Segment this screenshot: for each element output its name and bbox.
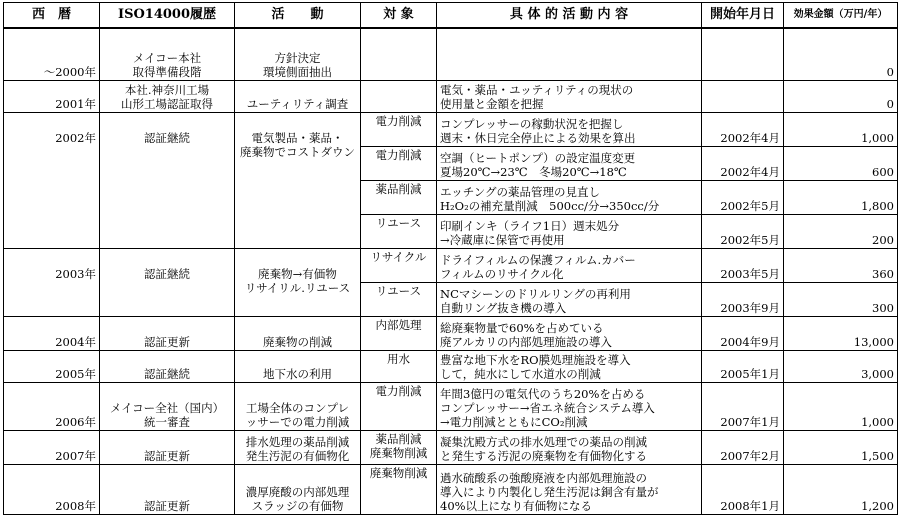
effect-amount-cell: 1,000 bbox=[784, 382, 898, 430]
activity-cell bbox=[235, 350, 361, 382]
target-cell bbox=[361, 282, 437, 316]
year-cell: 2001年 bbox=[4, 80, 100, 112]
target-cell bbox=[361, 112, 437, 146]
detail-cell bbox=[437, 180, 702, 214]
target-line: 用水 bbox=[387, 351, 410, 366]
activity-line: ッサーでの電力削減 bbox=[245, 414, 350, 429]
activity-cell bbox=[235, 316, 361, 350]
detail-line: と発生する汚泥の廃棄物を有価物化する bbox=[440, 448, 647, 463]
detail-cell bbox=[437, 382, 702, 430]
target-cell bbox=[361, 214, 437, 248]
detail-line: H₂O₂の補充量削減 500cc/分→350cc/分 bbox=[440, 198, 660, 213]
table-row bbox=[4, 248, 898, 282]
target-line: 電力削減 bbox=[375, 147, 422, 162]
detail-cell bbox=[437, 248, 702, 282]
target-cell bbox=[361, 28, 437, 80]
year-cell: 2002年 bbox=[4, 112, 100, 248]
activity-cell bbox=[235, 430, 361, 464]
effect-amount-cell: 0 bbox=[784, 80, 898, 112]
iso-history-line: 認証継続 bbox=[144, 366, 190, 381]
iso-history-cell bbox=[100, 382, 235, 430]
detail-line: 週末・休日完全停止による効果を算出 bbox=[440, 130, 636, 145]
activity-line: 濃厚廃酸の内部処理 bbox=[245, 484, 350, 499]
detail-line: 印刷インキ（ライフ1日）週末処分 bbox=[440, 218, 620, 233]
effect-amount-cell: 600 bbox=[784, 146, 898, 180]
target-line: リサイクル bbox=[370, 249, 427, 264]
target-cell bbox=[361, 80, 437, 112]
iso-history-line: 統一審査 bbox=[144, 414, 190, 429]
header-year: 西 暦 bbox=[4, 3, 100, 29]
effect-amount-cell: 200 bbox=[784, 214, 898, 248]
header-row bbox=[4, 3, 898, 29]
activity-line: 廃棄物でコストダウン bbox=[240, 144, 355, 159]
iso-history-line: 認証更新 bbox=[144, 334, 190, 349]
iso-history-cell bbox=[100, 316, 235, 350]
table-row bbox=[4, 80, 898, 112]
effect-amount-cell: 360 bbox=[784, 248, 898, 282]
year-cell: 2003年 bbox=[4, 248, 100, 316]
iso-history-cell bbox=[100, 464, 235, 514]
activity-line: 廃棄物の削減 bbox=[263, 334, 332, 349]
effect-amount-cell: 1,500 bbox=[784, 430, 898, 464]
iso-history-cell bbox=[100, 28, 235, 80]
detail-line: →冷蔵庫に保管で再使用 bbox=[440, 232, 565, 247]
target-line: リユース bbox=[375, 215, 422, 230]
year-cell: 2005年 bbox=[4, 350, 100, 382]
detail-line: 40%以上になり有価物になる bbox=[440, 498, 593, 513]
activity-line: リサイリル.リユース bbox=[244, 280, 351, 295]
activity-line: 工場全体のコンプレ bbox=[245, 400, 350, 415]
detail-cell bbox=[437, 112, 702, 146]
activity-line: スラッジの有価物 bbox=[251, 498, 344, 513]
start-date-cell: 2008年1月 bbox=[702, 464, 784, 514]
target-cell bbox=[361, 146, 437, 180]
start-date-cell: 2005年1月 bbox=[702, 350, 784, 382]
target-line: 薬品削減 bbox=[375, 431, 422, 446]
effect-amount-cell: 1,000 bbox=[784, 112, 898, 146]
iso-history-cell bbox=[100, 112, 235, 248]
start-date-cell: 2002年4月 bbox=[702, 112, 784, 146]
start-date-cell: 2004年9月 bbox=[702, 316, 784, 350]
detail-cell bbox=[437, 282, 702, 316]
table-row bbox=[4, 316, 898, 350]
target-line: 電力削減 bbox=[375, 113, 422, 128]
table-row bbox=[4, 464, 898, 514]
iso-history-cell bbox=[100, 248, 235, 316]
detail-line: 年間3億円の電気代のうち20%を占める bbox=[440, 386, 646, 401]
start-date-cell bbox=[702, 80, 784, 112]
detail-cell bbox=[437, 146, 702, 180]
activity-line: 廃棄物→有価物 bbox=[258, 266, 337, 281]
header-detail: 具 体 的 活 動 内 容 bbox=[437, 3, 702, 29]
iso-history-line: 認証継続 bbox=[144, 266, 190, 281]
detail-line: フィルムのリサイクル化 bbox=[440, 266, 564, 281]
activity-line: 環境側面抽出 bbox=[263, 64, 332, 79]
table-row bbox=[4, 382, 898, 430]
year-cell: 2006年 bbox=[4, 382, 100, 430]
iso14000-activity-table bbox=[3, 2, 898, 515]
detail-line: 過水硫酸系の強酸廃液を内部処理施設の bbox=[440, 470, 647, 485]
target-cell bbox=[361, 464, 437, 514]
target-line: 内部処理 bbox=[375, 317, 422, 332]
year-cell: 2004年 bbox=[4, 316, 100, 350]
activity-cell bbox=[235, 248, 361, 316]
iso-history-line: メイコー全社（国内） bbox=[109, 400, 225, 415]
detail-cell bbox=[437, 350, 702, 382]
effect-amount-cell: 0 bbox=[784, 28, 898, 80]
start-date-cell: 2007年2月 bbox=[702, 430, 784, 464]
header-effect-amount: 効果金額（万円/年） bbox=[784, 3, 898, 29]
iso-history-line: 認証更新 bbox=[144, 448, 190, 463]
start-date-cell: 2003年9月 bbox=[702, 282, 784, 316]
iso-history-cell bbox=[100, 350, 235, 382]
year-cell: 2007年 bbox=[4, 430, 100, 464]
start-date-cell: 2003年5月 bbox=[702, 248, 784, 282]
iso-history-line: 取得準備段階 bbox=[132, 64, 202, 79]
target-line: 薬品削減 bbox=[375, 181, 422, 196]
iso-history-line: 山形工場認証取得 bbox=[121, 96, 213, 111]
effect-amount-cell: 300 bbox=[784, 282, 898, 316]
activity-line: 方針決定 bbox=[274, 50, 321, 65]
detail-cell bbox=[437, 316, 702, 350]
detail-line: コンプレッサー→省エネ統合システム導入 bbox=[440, 400, 655, 415]
header-target: 対 象 bbox=[361, 3, 437, 29]
detail-line: 豊富な地下水をRO膜処理施設を導入 bbox=[440, 352, 631, 367]
detail-line: NCマシーンのドリルリングの再利用 bbox=[440, 286, 631, 301]
detail-cell bbox=[437, 28, 702, 80]
detail-line: 総廃棄物量で60%を占めている bbox=[440, 320, 604, 335]
detail-cell bbox=[437, 430, 702, 464]
year-cell: ～2000年 bbox=[4, 28, 100, 80]
target-cell bbox=[361, 180, 437, 214]
detail-cell bbox=[437, 214, 702, 248]
detail-line: 導入により内製化し発生汚泥は銅含有量が bbox=[440, 484, 659, 499]
start-date-cell: 2007年1月 bbox=[702, 382, 784, 430]
table-row bbox=[4, 430, 898, 464]
iso-history-line: メイコー本社 bbox=[132, 50, 202, 65]
target-line: 廃棄物削減 bbox=[369, 445, 428, 460]
start-date-cell: 2002年5月 bbox=[702, 180, 784, 214]
target-line: 電力削減 bbox=[375, 383, 422, 398]
detail-cell bbox=[437, 464, 702, 514]
activity-cell bbox=[235, 464, 361, 514]
target-cell bbox=[361, 430, 437, 464]
detail-line: 電気・薬品・ユッティリティの現状の bbox=[440, 82, 634, 97]
table-body bbox=[4, 28, 898, 514]
detail-line: して，純水にして水道水の削減 bbox=[440, 366, 601, 381]
detail-cell bbox=[437, 80, 702, 112]
start-date-cell: 2002年4月 bbox=[702, 146, 784, 180]
start-date-cell bbox=[702, 28, 784, 80]
activity-cell bbox=[235, 80, 361, 112]
effect-amount-cell: 1,800 bbox=[784, 180, 898, 214]
detail-line: 廃アルカリの内部処理施設の導入 bbox=[440, 334, 613, 349]
activity-line: 排水処理の薬品削減 bbox=[245, 434, 350, 449]
detail-line: ドライフィルムの保護フィルム.カバー bbox=[440, 252, 636, 267]
detail-line: エッチングの薬品管理の見直し bbox=[440, 184, 600, 199]
activity-cell bbox=[235, 382, 361, 430]
iso-history-line: 認証更新 bbox=[144, 498, 190, 513]
target-cell bbox=[361, 248, 437, 282]
activity-line: 電気製品・薬品・ bbox=[251, 130, 344, 145]
activity-cell bbox=[235, 112, 361, 248]
detail-line: 使用量と金額を把握 bbox=[440, 96, 544, 111]
detail-line: →電力削減とともにCO₂削減 bbox=[440, 414, 588, 429]
target-cell bbox=[361, 382, 437, 430]
activity-line: ユーティリティ調査 bbox=[246, 96, 349, 111]
table-row bbox=[4, 112, 898, 146]
effect-amount-cell: 3,000 bbox=[784, 350, 898, 382]
target-line: 廃棄物削減 bbox=[369, 465, 428, 480]
target-line: リユース bbox=[375, 283, 422, 298]
detail-line: コンプレッサーの稼動状況を把握し bbox=[440, 116, 624, 131]
iso-history-cell bbox=[100, 80, 235, 112]
target-cell bbox=[361, 350, 437, 382]
header-start-date: 開始年月日 bbox=[702, 3, 784, 29]
activity-line: 地下水の利用 bbox=[263, 366, 332, 381]
table-row bbox=[4, 350, 898, 382]
detail-line: 自動リング抜き機の導入 bbox=[440, 300, 567, 315]
activity-cell bbox=[235, 28, 361, 80]
table-row bbox=[4, 28, 898, 80]
header-activity: 活 動 bbox=[235, 3, 361, 29]
iso-history-cell bbox=[100, 430, 235, 464]
header-iso-history: ISO14000履歴 bbox=[100, 3, 235, 29]
effect-amount-cell: 13,000 bbox=[784, 316, 898, 350]
detail-line: 凝集沈殿方式の排水処理での薬品の削減 bbox=[440, 434, 647, 449]
iso-history-line: 本社.神奈川工場 bbox=[124, 82, 210, 97]
activity-line: 発生汚泥の有価物化 bbox=[245, 448, 350, 463]
iso-history-line: 認証継続 bbox=[144, 130, 190, 145]
detail-line: 夏場20℃→23℃ 冬場20℃→18℃ bbox=[440, 164, 627, 179]
target-cell bbox=[361, 316, 437, 350]
effect-amount-cell: 1,200 bbox=[784, 464, 898, 514]
detail-line: 空調（ヒートポンプ）の設定温度変更 bbox=[440, 150, 636, 165]
start-date-cell: 2002年5月 bbox=[702, 214, 784, 248]
year-cell: 2008年 bbox=[4, 464, 100, 514]
